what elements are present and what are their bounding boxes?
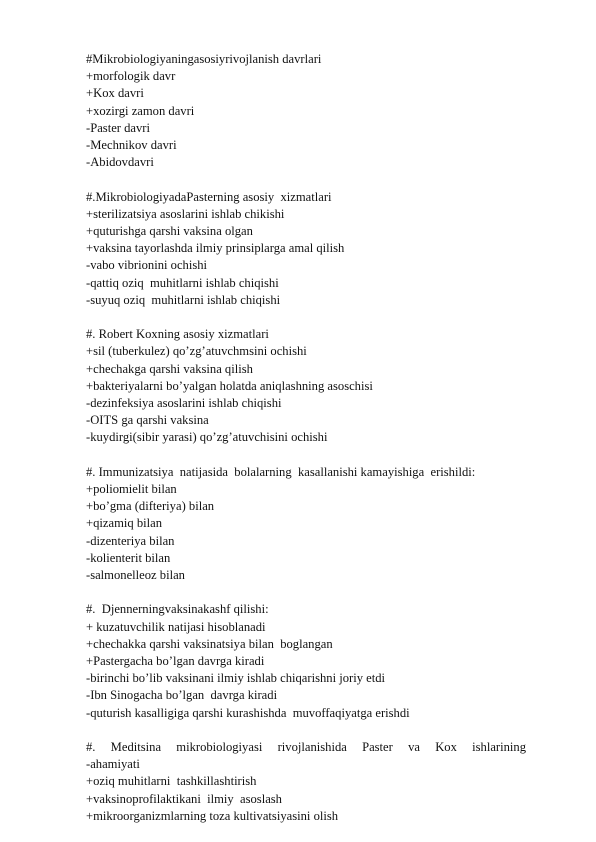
answer-option: +sil (tuberkulez) qo’zg’atuvchmsini ochishi: [86, 344, 307, 359]
answer-option: -suyuq oziq muhitlarni ishlab chiqishi: [86, 292, 281, 307]
answer-option: +xozirgi zamon davri: [86, 103, 195, 118]
answer-option: +chechakka qarshi vaksinatsiya bilan boglangan: [86, 636, 333, 651]
question-text: #. Immunizatsiya natijasida bolalarning kasallanishi kamayishiga erishildi:: [86, 464, 476, 479]
answer-option: +morfologik davr: [86, 69, 176, 84]
answer-option: +poliomielit bilan: [86, 482, 177, 497]
answer-option: -dezinfeksiya asoslarini ishlab chiqishi: [86, 396, 282, 411]
answer-option: +quturishga qarshi vaksina olgan: [86, 224, 253, 239]
answer-option: -Mechnikov davri: [86, 138, 177, 153]
answer-option: -Paster davri: [86, 120, 150, 135]
answer-option: +sterilizatsiya asoslarini ishlab chikishi: [86, 206, 285, 221]
question-text: #Mikrobiologiyaningasosiyrivojlanish davrlari: [86, 52, 322, 66]
question-block-1: [86, 51, 526, 171]
answer-option: -Ibn Sinogacha bo’lgan davrga kiradi: [86, 688, 278, 703]
answer-option: -OITS ga qarshi vaksina: [86, 413, 209, 428]
answer-option: +vaksina tayorlashda ilmiy prinsiplarga amal qilish: [86, 241, 345, 256]
answer-option: +bakteriyalarni bo’yalgan holatda aniqlashning asoschisi: [86, 378, 373, 393]
question-block-2: [86, 189, 526, 309]
answer-option: -quturish kasalligiga qarshi kurashishda muvoffaqiyatga erishdi: [86, 705, 410, 720]
answer-option: +vaksinoprofilaktikani ilmiy asoslash: [86, 791, 282, 806]
question-text: #. Djennerningvaksinakashf qilishi:: [86, 602, 269, 617]
question-block-6: [86, 739, 526, 825]
question-block-4: [86, 464, 526, 584]
question-text: #.MikrobiologiyadaPasterning asosiy xizmatlari: [86, 189, 332, 204]
question-text: #. Meditsina mikrobiologiyasi rivojlanishida Paster va Kox ishlarining: [86, 740, 526, 755]
document-page: [86, 51, 526, 842]
answer-option: +chechakga qarshi vaksina qilish: [86, 361, 253, 376]
question-block-3: [86, 326, 526, 446]
answer-option: -kuydirgi(sibir yarasi) qo’zg’atuvchisini ochishi: [86, 430, 328, 445]
answer-option: -kolienterit bilan: [86, 550, 171, 565]
question-text-continuation: -ahamiyati: [86, 757, 140, 772]
answer-option: +Pastergacha bo’lgan davrga kiradi: [86, 654, 265, 669]
question-text: #. Robert Koxning asosiy xizmatlari: [86, 327, 269, 342]
answer-option: -Abidovdavri: [86, 155, 154, 170]
answer-option: -dizenteriya bilan: [86, 533, 175, 548]
answer-option: -qattiq oziq muhitlarni ishlab chiqishi: [86, 275, 279, 290]
answer-option: +bo’gma (difteriya) bilan: [86, 499, 215, 514]
answer-option: -vabo vibrionini ochishi: [86, 258, 208, 273]
answer-option: -birinchi bo’lib vaksinani ilmiy ishlab chiqarishni joriy etdi: [86, 671, 386, 686]
answer-option: + kuzatuvchilik natijasi hisoblanadi: [86, 619, 266, 634]
answer-option: +mikroorganizmlarning toza kultivatsiyasini olish: [86, 808, 339, 823]
answer-option: -salmonelleoz bilan: [86, 568, 185, 583]
answer-option: +Kox davri: [86, 86, 144, 101]
answer-option: +qizamiq bilan: [86, 516, 162, 531]
question-block-5: [86, 601, 526, 721]
answer-option: +oziq muhitlarni tashkillashtirish: [86, 774, 257, 789]
